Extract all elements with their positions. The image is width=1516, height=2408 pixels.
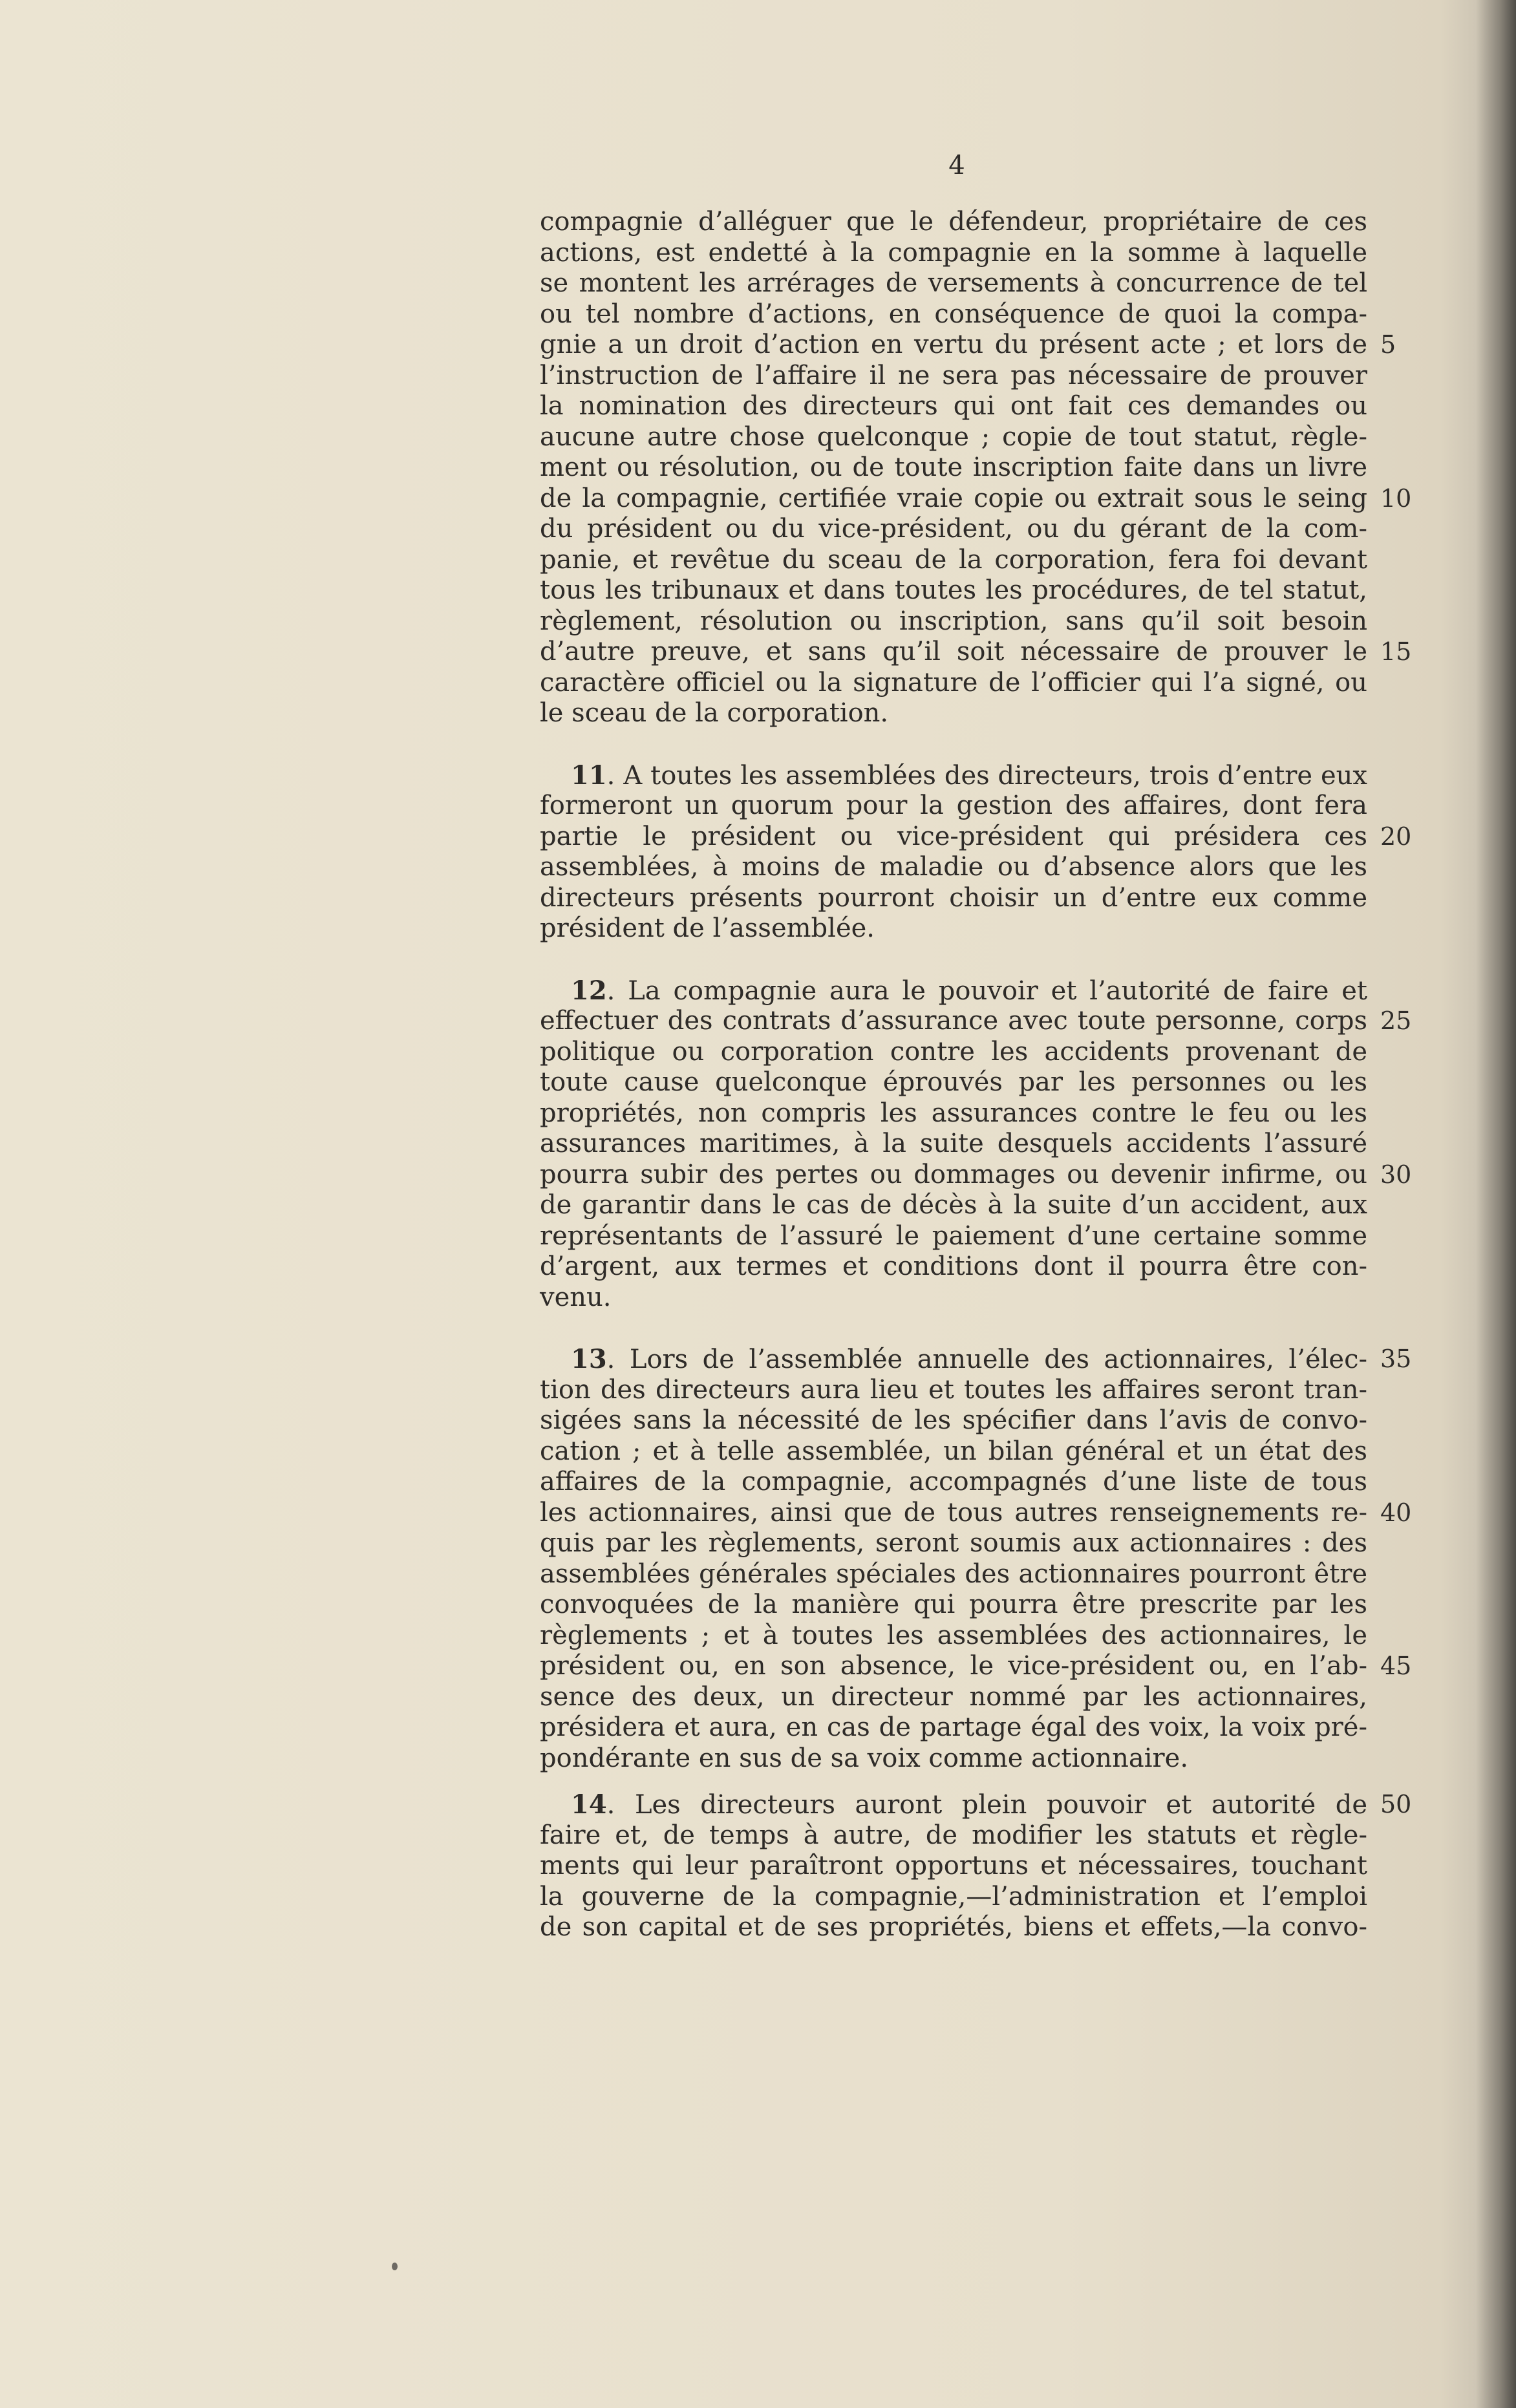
line-text: caractère officiel ou la signature de l’officier qui l’a signé, ou bbox=[540, 667, 1367, 698]
text-line bbox=[540, 1651, 1412, 1682]
text-line bbox=[540, 545, 1367, 576]
line-text: aucune autre chose quelconque ; copie de tout statut, règle- bbox=[540, 421, 1367, 452]
line-text: La compagnie aura le pouvoir et l’autorité de faire et bbox=[628, 975, 1367, 1006]
text-line bbox=[540, 1820, 1367, 1851]
line-text: d’argent, aux termes et conditions dont il pourra être con- bbox=[540, 1252, 1367, 1281]
line-text: formeront un quorum pour la gestion des affaires, dont fera bbox=[540, 791, 1367, 820]
text-line: 14. Les directeurs auront plein pouvoir et autorité de 50 bbox=[571, 1789, 1412, 1820]
ink-speck bbox=[392, 2263, 398, 2270]
line-text: partie le président ou vice-président qui présidera ces bbox=[540, 821, 1367, 851]
line-text: compagnie d’alléguer que le défendeur, propriétaire de ces bbox=[540, 207, 1367, 237]
text-line: 11. A toutes les assemblées des directeurs, trois d’entre eux bbox=[571, 760, 1367, 791]
section-number: 14 bbox=[571, 1789, 607, 1820]
line-text: ou tel nombre d’actions, en conséquence de quoi la compa- bbox=[540, 299, 1367, 329]
line-text: de son capital et de ses propriétés, biens et effets,—la convo- bbox=[540, 1912, 1367, 1942]
line-text: pourra subir des pertes ou dommages ou devenir infirme, ou bbox=[540, 1159, 1367, 1189]
text-line bbox=[540, 453, 1367, 484]
paragraph-gap bbox=[540, 1313, 1367, 1344]
line-text: de garantir dans le cas de décès à la suite d’un accident, aux bbox=[540, 1190, 1367, 1220]
line-text: panie, et revêtue du sceau de la corporation, fera foi devant bbox=[540, 544, 1367, 575]
text-line bbox=[540, 330, 1396, 361]
text-line bbox=[540, 1467, 1367, 1498]
text-line bbox=[540, 575, 1367, 606]
text-line bbox=[540, 1190, 1367, 1221]
line-text: toute cause quelconque éprouvés par les personnes ou les bbox=[540, 1067, 1367, 1097]
text-line bbox=[540, 637, 1412, 668]
text-line bbox=[540, 1283, 1367, 1314]
text-line bbox=[540, 207, 1367, 238]
text-line bbox=[540, 299, 1367, 330]
line-text: Lors de l’assemblée annuelle des actionnaires, l’élec- bbox=[629, 1345, 1367, 1374]
line-text: affaires de la compagnie, accompagnés d’une liste de tous bbox=[540, 1467, 1367, 1497]
text-line bbox=[540, 1912, 1367, 1943]
line-text: tion des directeurs aura lieu et toutes les affaires seront tran- bbox=[540, 1374, 1367, 1405]
line-text: politique ou corporation contre les accidents provenant de bbox=[540, 1036, 1367, 1067]
line-text: actions, est endetté à la compagnie en la somme à laquelle bbox=[540, 237, 1367, 268]
text-line bbox=[540, 606, 1367, 637]
section-13 bbox=[540, 1344, 1412, 1774]
line-text: la nomination des directeurs qui ont fait ces demandes ou bbox=[540, 391, 1367, 421]
text-line bbox=[540, 1006, 1412, 1037]
line-text: assurances maritimes, à la suite desquels accidents l’assuré bbox=[540, 1129, 1367, 1158]
line-text: président de l’assemblée. bbox=[540, 913, 875, 943]
text-line bbox=[540, 1405, 1367, 1436]
text-line bbox=[540, 1436, 1367, 1467]
line-text: assemblées, à moins de maladie ou d’absence alors que les bbox=[540, 852, 1367, 882]
line-text: cation ; et à telle assemblée, un bilan général et un état des bbox=[540, 1436, 1367, 1466]
paragraph-gap bbox=[540, 729, 1367, 760]
line-text: ment ou résolution, ou de toute inscription faite dans un livre bbox=[540, 453, 1367, 482]
page-edge-shadow bbox=[1476, 0, 1516, 2408]
text-line bbox=[540, 1590, 1367, 1621]
line-number: 20 bbox=[1380, 822, 1412, 851]
text-line bbox=[540, 422, 1367, 453]
line-number: 30 bbox=[1380, 1160, 1412, 1189]
text-line bbox=[540, 1098, 1367, 1129]
line-text: règlement, résolution ou inscription, sans qu’il soit besoin bbox=[540, 606, 1367, 636]
text-line bbox=[540, 698, 1367, 729]
text-line bbox=[540, 1682, 1367, 1713]
body-text bbox=[540, 207, 1412, 1943]
line-text: sence des deux, un directeur nommé par les actionnaires, bbox=[540, 1681, 1367, 1712]
text-line: 13. Lors de l’assemblée annuelle des actionnaires, l’élec- 35 bbox=[571, 1344, 1412, 1374]
paragraph-continued bbox=[540, 207, 1412, 729]
text-line bbox=[540, 1559, 1367, 1590]
text-line bbox=[540, 483, 1412, 515]
line-number: 10 bbox=[1380, 484, 1412, 513]
line-text: faire et, de temps à autre, de modifier les statuts et règle- bbox=[540, 1820, 1367, 1850]
line-text: ments qui leur paraîtront opportuns et nécessaires, touchant bbox=[540, 1851, 1367, 1881]
text-line bbox=[540, 883, 1367, 914]
text-line bbox=[540, 391, 1367, 422]
text-line bbox=[540, 1252, 1367, 1283]
paragraph-gap bbox=[540, 944, 1367, 975]
line-text: représentants de l’assuré le paiement d’une certaine somme bbox=[540, 1220, 1367, 1251]
text-line bbox=[540, 1528, 1367, 1559]
line-number: 15 bbox=[1380, 637, 1412, 666]
paragraph-gap bbox=[540, 1774, 1367, 1789]
text-line bbox=[540, 1882, 1367, 1913]
text-line bbox=[540, 1221, 1367, 1252]
text-line bbox=[540, 1851, 1367, 1882]
line-text: règlements ; et à toutes les assemblées des actionnaires, le bbox=[540, 1620, 1367, 1650]
text-line bbox=[540, 791, 1367, 822]
text-line bbox=[540, 668, 1367, 699]
line-number: 25 bbox=[1380, 1007, 1412, 1035]
line-text: sigées sans la nécessité de les spécifier dans l’avis de convo- bbox=[540, 1405, 1367, 1435]
line-text: propriétés, non compris les assurances contre le feu ou les bbox=[540, 1098, 1367, 1128]
text-line bbox=[540, 361, 1367, 392]
section-number: 11 bbox=[571, 760, 607, 791]
text-line: 12. La compagnie aura le pouvoir et l’autorité de faire et bbox=[571, 975, 1367, 1006]
text-line bbox=[540, 1375, 1367, 1406]
line-text: tous les tribunaux et dans toutes les procédures, de tel statut, bbox=[540, 575, 1367, 605]
line-number: 35 bbox=[1380, 1345, 1412, 1373]
text-line bbox=[540, 514, 1367, 545]
section-14 bbox=[540, 1789, 1412, 1943]
line-text: du président ou du vice-président, ou du gérant de la com- bbox=[540, 514, 1367, 544]
text-line bbox=[540, 1037, 1367, 1068]
line-text: gnie a un droit d’action en vertu du présent acte ; et lors de bbox=[540, 330, 1367, 359]
text-line bbox=[540, 1067, 1367, 1098]
line-text: directeurs présents pourront choisir un d’entre eux comme bbox=[540, 882, 1367, 913]
section-number: 13 bbox=[571, 1344, 607, 1374]
text-line bbox=[540, 821, 1412, 853]
section-12 bbox=[540, 975, 1412, 1314]
text-line bbox=[540, 1129, 1367, 1160]
line-number: 45 bbox=[1380, 1652, 1412, 1680]
line-text: d’autre preuve, et sans qu’il soit nécessaire de prouver le bbox=[540, 637, 1367, 666]
line-text: effectuer des contrats d’assurance avec toute personne, corps bbox=[540, 1006, 1367, 1036]
text-line bbox=[540, 852, 1367, 883]
line-text: le sceau de la corporation. bbox=[540, 698, 889, 728]
line-number: 5 bbox=[1380, 330, 1396, 359]
line-text: Les directeurs auront plein pouvoir et autorité de bbox=[634, 1790, 1368, 1820]
line-text: assemblées générales spéciales des actionnaires pourront être bbox=[540, 1559, 1367, 1589]
line-text: A toutes les assemblées des directeurs, trois d’entre eux bbox=[623, 760, 1367, 791]
line-text: pondérante en sus de sa voix comme actionnaire. bbox=[540, 1743, 1189, 1773]
line-text: l’instruction de l’affaire il ne sera pas nécessaire de prouver bbox=[540, 360, 1367, 390]
text-line bbox=[540, 1743, 1367, 1774]
text-line bbox=[540, 1712, 1367, 1743]
section-11 bbox=[540, 760, 1412, 944]
line-number: 50 bbox=[1380, 1790, 1412, 1818]
text-line bbox=[540, 1497, 1412, 1529]
line-text: se montent les arrérages de versements à concurrence de tel bbox=[540, 268, 1367, 298]
line-text: convoquées de la manière qui pourra être prescrite par les bbox=[540, 1590, 1367, 1619]
line-text: de la compagnie, certifiée vraie copie ou extrait sous le seing bbox=[540, 483, 1367, 513]
line-text: la gouverne de la compagnie,—l’administration et l’emploi bbox=[540, 1881, 1367, 1912]
line-text: les actionnaires, ainsi que de tous autres renseignements re- bbox=[540, 1497, 1367, 1528]
text-line bbox=[540, 238, 1367, 269]
text-line bbox=[540, 1621, 1367, 1652]
line-text: quis par les règlements, seront soumis aux actionnaires : des bbox=[540, 1528, 1367, 1558]
section-number: 12 bbox=[571, 975, 607, 1006]
text-line bbox=[540, 1159, 1412, 1191]
page-number: 4 bbox=[948, 151, 965, 180]
line-number: 40 bbox=[1380, 1498, 1412, 1527]
line-text: président ou, en son absence, le vice-président ou, en l’ab- bbox=[540, 1651, 1367, 1681]
line-text: venu. bbox=[540, 1282, 612, 1312]
text-line bbox=[540, 913, 1367, 944]
text-line bbox=[540, 268, 1367, 299]
line-text: présidera et aura, en cas de partage égal des voix, la voix pré- bbox=[540, 1712, 1367, 1742]
